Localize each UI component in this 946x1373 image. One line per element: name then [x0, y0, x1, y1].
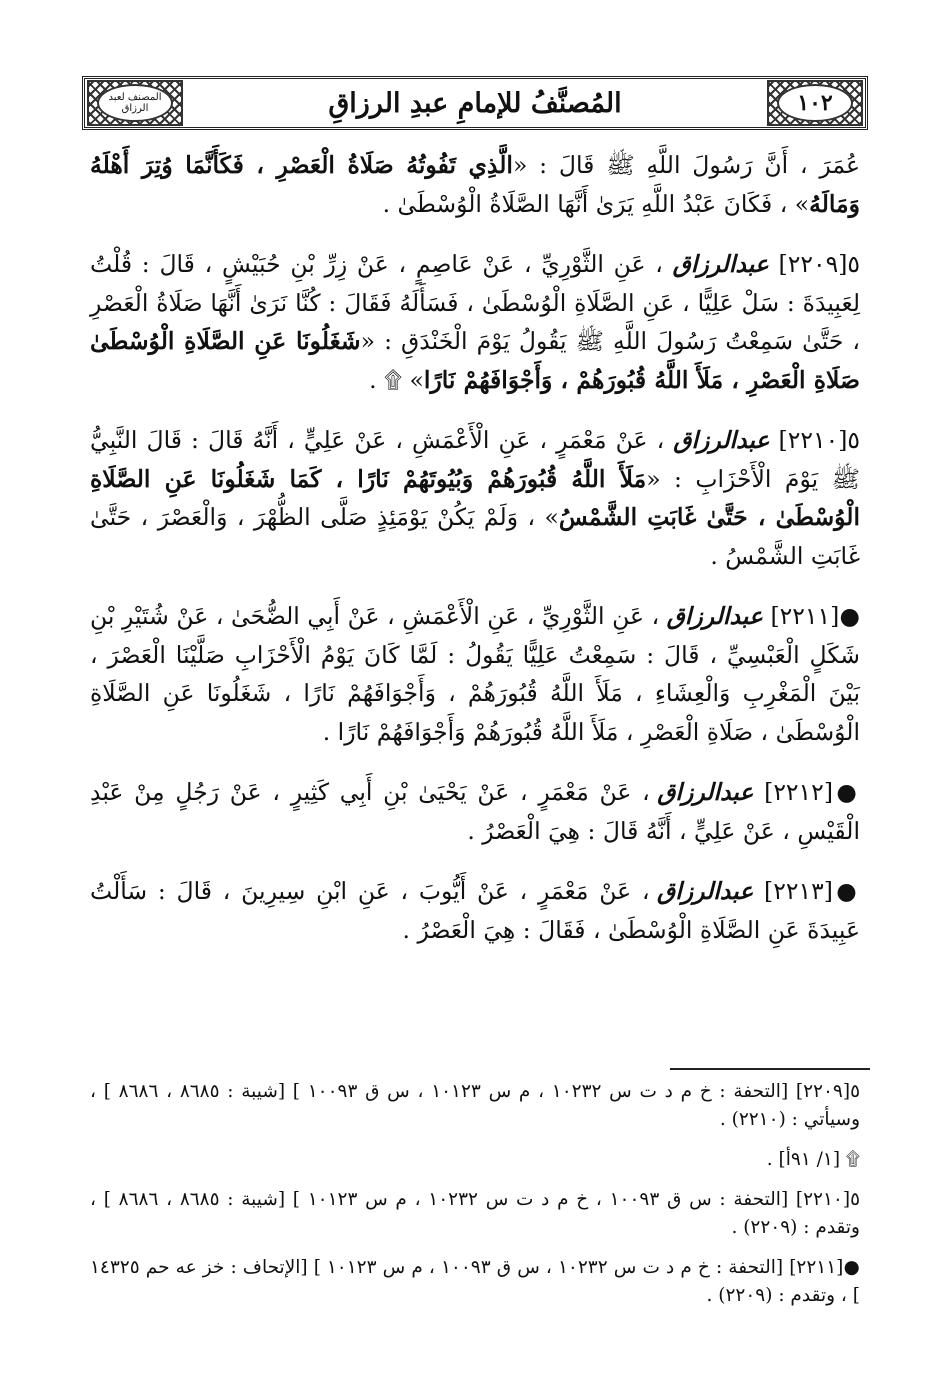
body-text: ، عَنِ الثَّوْرِيِّ ، عَنْ عَاصِمٍ ، عَنْ زِرِّ بْنِ حُبَيْشٍ ، قَالَ : قُلْتُ لِعَبِيدَةَ : سَلْ عَلِيًّا ، عَنِ الصَّلَاةِ الْوُسْطَىٰ ، فَسَأَلَهُ فَقَالَ : كُنَّا نَرَىٰ أَنَّهَا صَلَاةُ الْعَصْرِ ، حَتَّىٰ سَمِعْتُ رَسُولَ اللَّهِ ﷺ يَقُولُ يَوْمَ الْخَنْدَقِ : «: [90, 250, 861, 355]
body-text: » ، فَكَانَ عَبْدُ اللَّهِ يَرَىٰ أَنَّهَا الصَّلَاةُ الْوُسْطَىٰ .: [382, 189, 810, 218]
body-text: » ، وَلَمْ يَكُنْ يَوْمَئِذٍ صَلَّى الظُّهْرَ ، وَالْعَصْرَ ، حَتَّىٰ غَابَتِ الشَّمْسُ .: [90, 503, 860, 570]
footnote: ٥[٢٢٠٩] [التحفة : خ م د ت س ١٠٢٣٢ ، م س ١٠١٢٣ ، س ق ١٠٠٩٣ ] [شيبة : ٨٦٨٥ ، ٨٦٨٦ ] ، وسيأتي : (٢٢١٠) .: [90, 1081, 861, 1130]
hadith-number: ٥[٢٢١٠]: [769, 426, 861, 454]
footnote: ●[٢٢١١] [التحفة : خ م د ت س ١٠٢٣٢ ، س ق ١٠٠٩٣ ، م س ١٠١٢٣ ] [الإتحاف : خز عه حم ١٤٣٢٥ ] ، وتقدم : (٢٢٠٩) .: [90, 1257, 860, 1306]
quoted-text: شَغَلُونَا عَنِ الصَّلَاةِ الْوُسْطَىٰ صَلَاةِ الْعَصْرِ ، مَلَأَ اللَّهُ قُبُورَهُمْ ، وَأَجْوَافَهُمْ نَارًا: [90, 327, 860, 394]
page-number: ١٠٢: [777, 84, 853, 122]
hadith-paragraph: [90, 872, 860, 949]
narrator-name: عبدالرزاق: [672, 250, 769, 278]
seal-text: المصنف لعبد الرزاق: [97, 84, 173, 122]
body-text: ، عَنْ مَعْمَرٍ ، عَنِ الْأَعْمَشِ ، عَنْ عَلِيٍّ ، أَنَّهُ قَالَ : قَالَ النَّبِيُّ ﷺ يَوْمَ الْأَحْزَابِ : «: [90, 426, 860, 493]
hadith-paragraph: [90, 245, 860, 399]
hadith-number: ●[٢٢١٢]: [753, 778, 860, 806]
body-text: ، عَنْ مَعْمَرٍ ، عَنْ يَحْيَىٰ بْنِ أَبِي كَثِيرٍ ، عَنْ رَجُلٍ مِنْ عَبْدِ الْقَيْسِ ، عَنْ عَلِيٍّ ، أَنَّهُ قَالَ : هِيَ الْعَصْرُ .: [90, 778, 860, 845]
main-text: [90, 146, 860, 971]
quoted-text: الَّذِي تَفُوتُهُ صَلَاةُ الْعَصْرِ ، فَكَأَنَّمَا وُتِرَ أَهْلَهُ وَمَالَهُ: [90, 151, 860, 218]
narrator-name: عبدالرزاق: [657, 877, 754, 905]
hadith-paragraph: [90, 773, 860, 850]
footnote: ۩ [١/ ٩١أ] .: [766, 1149, 860, 1170]
body-text: عُمَرَ ، أَنَّ رَسُولَ اللَّهِ ﷺ قَالَ : «: [512, 151, 860, 179]
hadith-number: ٥[٢٢٠٩]: [768, 250, 860, 278]
narrator-name: عبدالرزاق: [657, 778, 754, 806]
body-text: ، عَنِ الثَّوْرِيِّ ، عَنِ الْأَعْمَشِ ، عَنْ أَبِي الضُّحَىٰ ، عَنْ شُتَيْرِ بْنِ شَكَلٍ الْعَبْسِيِّ ، قَالَ : سَمِعْتُ عَلِيًّا يَقُولُ : لَمَّا كَانَ يَوْمُ الْأَحْزَابِ صَلَّيْنَا الْعَصْرَ ، بَيْنَ الْمَغْرِبِ وَالْعِشَاءِ ، مَلَأَ اللَّهُ قُبُورَهُمْ ، وَأَجْوَافَهُمْ نَارًا ، شَغَلُونَا عَنِ الصَّلَاةِ الْوُسْطَىٰ ، صَلَاةِ الْعَصْرِ ، مَلَأَ اللَّهُ قُبُورَهُمْ وَأَجْوَافَهُمْ نَارًا .: [90, 602, 860, 746]
footnotes: [90, 1078, 860, 1322]
quoted-text: مَلَأَ اللَّهُ قُبُورَهُمْ وَبُيُوتَهُمْ نَارًا ، كَمَا شَغَلُونَا عَنِ الصَّلَاةِ الْوُسْطَىٰ ، حَتَّىٰ غَابَتِ الشَّمْسُ: [90, 464, 860, 531]
right-ornament: [767, 80, 863, 126]
page-header: [82, 76, 868, 130]
hadith-paragraph: [90, 421, 860, 575]
narrator-name: عبدالرزاق: [673, 426, 770, 454]
body-text: » ۩ .: [369, 365, 424, 394]
left-ornament: [87, 80, 183, 126]
footnote: ٥[٢٢١٠] [التحفة : س ق ١٠٠٩٣ ، خ م د ت س ١٠٢٣٢ ، م س ١٠١٢٣ ] [شيبة : ٨٦٨٥ ، ٨٦٨٦ ] ، وتقدم : (٢٢٠٩) .: [90, 1189, 861, 1238]
hadith-paragraph: [90, 146, 860, 223]
hadith-paragraph: [90, 597, 860, 751]
hadith-number: ●[٢٢١١]: [762, 602, 860, 630]
footnote-separator: [670, 1068, 870, 1070]
hadith-number: ●[٢٢١٣]: [753, 877, 860, 905]
body-text: ، عَنْ مَعْمَرٍ ، عَنْ أَيُّوبَ ، عَنِ ابْنِ سِيرِينَ ، قَالَ : سَأَلْتُ عَبِيدَةَ عَنِ الصَّلَاةِ الْوُسْطَىٰ ، فَقَالَ : هِيَ الْعَصْرُ .: [90, 877, 860, 944]
narrator-name: عبدالرزاق: [666, 602, 763, 630]
book-title: المُصنَّفُ للإمامِ عبدِ الرزاقِ: [328, 87, 622, 119]
